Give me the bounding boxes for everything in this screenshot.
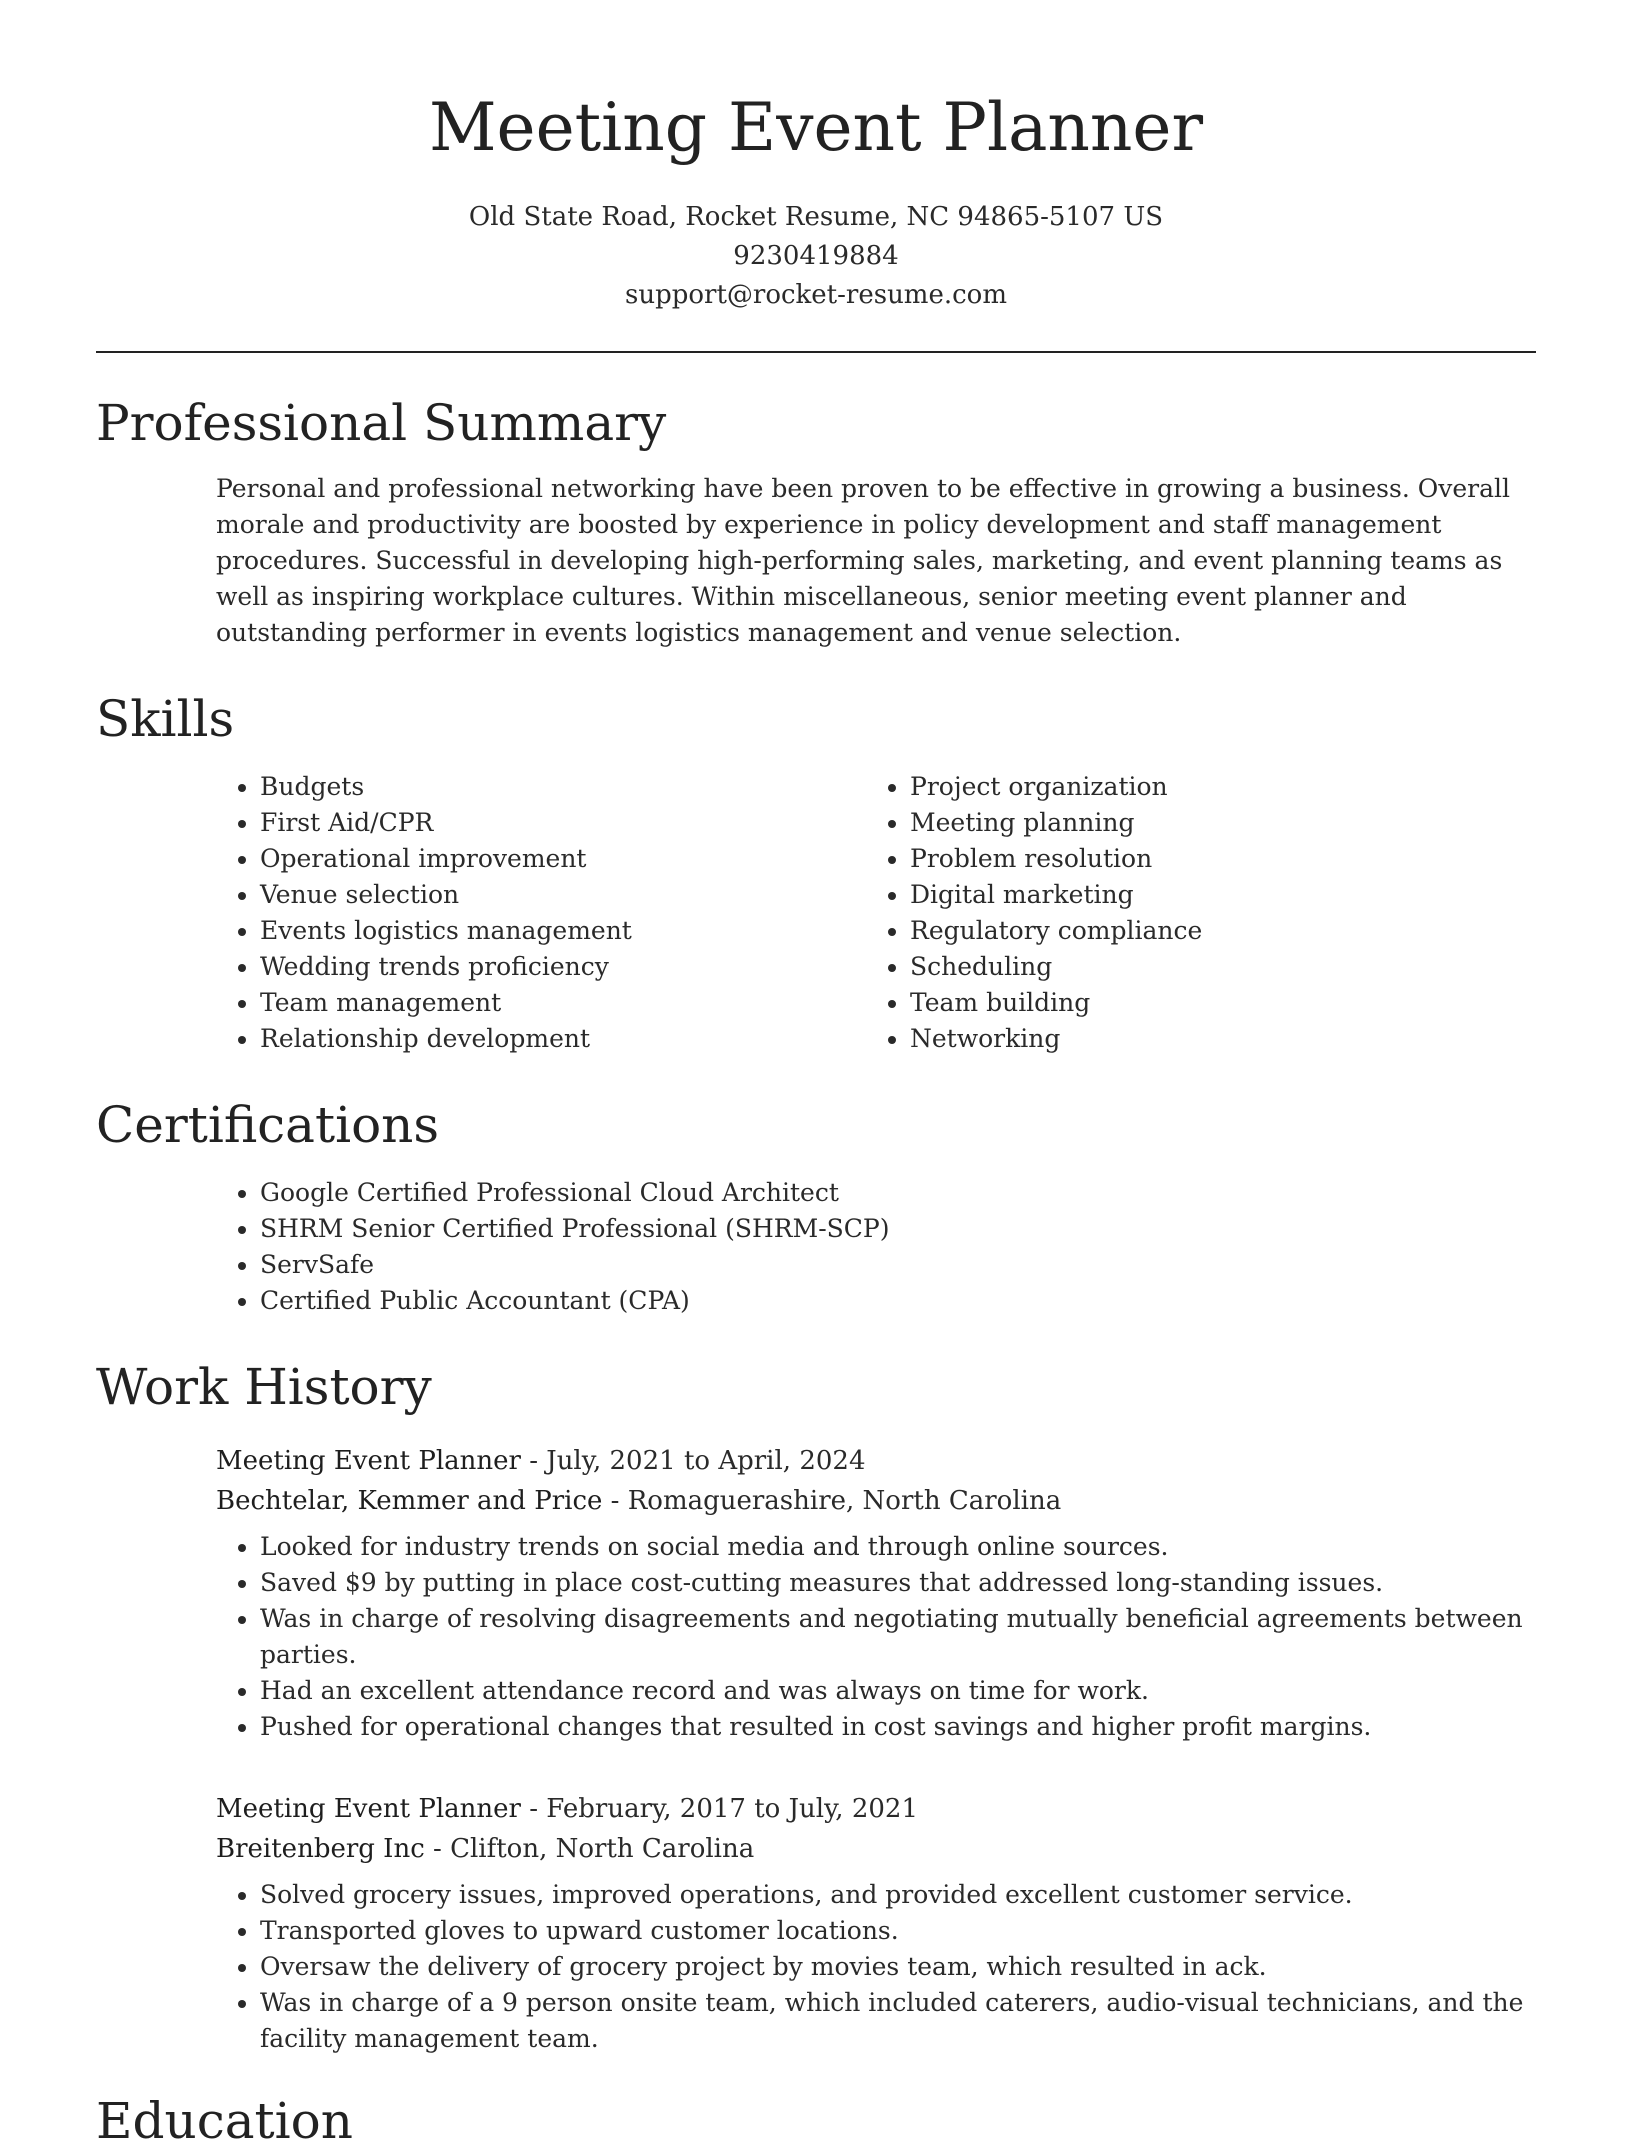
job-bullets xyxy=(216,1529,1536,1745)
job-bullet: • Looked for industry trends on social media and through online sources. xyxy=(260,1529,1536,1565)
resume-page xyxy=(96,0,1536,2151)
skill-item: • Budgets xyxy=(260,769,866,805)
work-history-section xyxy=(96,1357,1536,2057)
contact-address: Old State Road, Rocket Resume, NC 94865-5107 US xyxy=(468,202,1164,232)
header-divider xyxy=(96,351,1536,353)
contact-info xyxy=(96,198,1536,315)
skill-item: • Relationship development xyxy=(260,1021,866,1057)
job-entry xyxy=(216,1441,1536,1745)
skill-item: • Team management xyxy=(260,985,866,1021)
job-dates: - July, 2021 to April, 2024 xyxy=(520,1446,866,1476)
job-bullet: • Oversaw the delivery of grocery project by movies team, which resulted in ack. xyxy=(260,1949,1536,1985)
job-entry xyxy=(216,1789,1536,2057)
job-bullet: • Was in charge of a 9 person onsite team, which included caterers, audio-visual technicians, and the facility management team. xyxy=(260,1985,1536,2057)
job-bullet: • Transported gloves to upward customer locations. xyxy=(260,1913,1536,1949)
skills-list-right xyxy=(866,769,1516,1057)
certifications-list-wrap xyxy=(216,1175,1536,1319)
skill-item: • Scheduling xyxy=(910,949,1516,985)
skill-item: • Digital marketing xyxy=(910,877,1516,913)
certifications-section xyxy=(96,1095,1536,1319)
skill-item: • First Aid/CPR xyxy=(260,805,866,841)
skill-item: • Project organization xyxy=(910,769,1516,805)
job-location: - Romaguerashire, North Carolina xyxy=(602,1486,1062,1516)
education-heading: Education xyxy=(96,2092,353,2150)
job-location: - Clifton, North Carolina xyxy=(424,1834,755,1864)
job-bullet: • Was in charge of resolving disagreements and negotiating mutually beneficial agreements between parties. xyxy=(260,1601,1536,1673)
job-title-line xyxy=(216,1789,1536,1829)
certification-item: • ServSafe xyxy=(260,1247,1536,1283)
skill-item: • Events logistics management xyxy=(260,913,866,949)
skills-column-left xyxy=(216,769,866,1057)
job-title-line xyxy=(216,1441,1536,1481)
job-company-line xyxy=(216,1481,1536,1521)
skill-item: • Problem resolution xyxy=(910,841,1516,877)
job-company: Breitenberg Inc xyxy=(216,1834,425,1864)
summary-heading: Professional Summary xyxy=(96,394,667,452)
certifications-list xyxy=(216,1175,1536,1319)
work-history-heading: Work History xyxy=(96,1358,432,1416)
skills-heading: Skills xyxy=(96,690,235,748)
summary-text: Personal and professional networking have been proven to be effective in growing a business. Overall morale and productivity are boosted by experience in policy development and staff management procedures. Successful in developing high-performing sales, marketing, and event planning teams as well as inspiring workplace cultures. Within miscellaneous, senior meeting event planner and outstanding performer in events logistics management and venue selection. xyxy=(216,474,1510,647)
job-bullet: • Solved grocery issues, improved operations, and provided excellent customer service. xyxy=(260,1877,1536,1913)
contact-phone: 9230419884 xyxy=(733,241,899,271)
contact-email: support@rocket-resume.com xyxy=(624,280,1007,310)
summary-section xyxy=(96,393,1536,651)
skill-item: • Operational improvement xyxy=(260,841,866,877)
skills-list-left xyxy=(216,769,866,1057)
resume-header xyxy=(96,0,1536,315)
certification-item: • Certified Public Accountant (CPA) xyxy=(260,1283,1536,1319)
skill-item: • Venue selection xyxy=(260,877,866,913)
candidate-name: Meeting Event Planner xyxy=(428,89,1204,166)
skill-item: • Wedding trends proficiency xyxy=(260,949,866,985)
job-role: Meeting Event Planner xyxy=(216,1446,521,1476)
skill-item: • Team building xyxy=(910,985,1516,1021)
job-bullets xyxy=(216,1877,1536,2057)
job-bullet: • Saved $9 by putting in place cost-cutting measures that addressed long-standing issues. xyxy=(260,1565,1536,1601)
skill-item: • Networking xyxy=(910,1021,1516,1057)
job-bullets-wrap xyxy=(216,1877,1536,2057)
job-dates: - February, 2017 to July, 2021 xyxy=(520,1794,918,1824)
certifications-heading: Certifications xyxy=(96,1096,440,1154)
job-role: Meeting Event Planner xyxy=(216,1794,521,1824)
job-bullets-wrap xyxy=(216,1529,1536,1745)
job-bullet: • Pushed for operational changes that resulted in cost savings and higher profit margins. xyxy=(260,1709,1536,1745)
skills-grid xyxy=(216,769,1536,1057)
skills-column-right xyxy=(866,769,1516,1057)
education-section xyxy=(96,2091,1536,2151)
job-company-line xyxy=(216,1829,1536,1869)
job-bullet: • Had an excellent attendance record and was always on time for work. xyxy=(260,1673,1536,1709)
certification-item: • Google Certified Professional Cloud Architect xyxy=(260,1175,1536,1211)
certification-item: • SHRM Senior Certified Professional (SHRM-SCP) xyxy=(260,1211,1536,1247)
job-company: Bechtelar, Kemmer and Price xyxy=(216,1486,603,1516)
skill-item: • Meeting planning xyxy=(910,805,1516,841)
skill-item: • Regulatory compliance xyxy=(910,913,1516,949)
skills-section xyxy=(96,689,1536,1057)
